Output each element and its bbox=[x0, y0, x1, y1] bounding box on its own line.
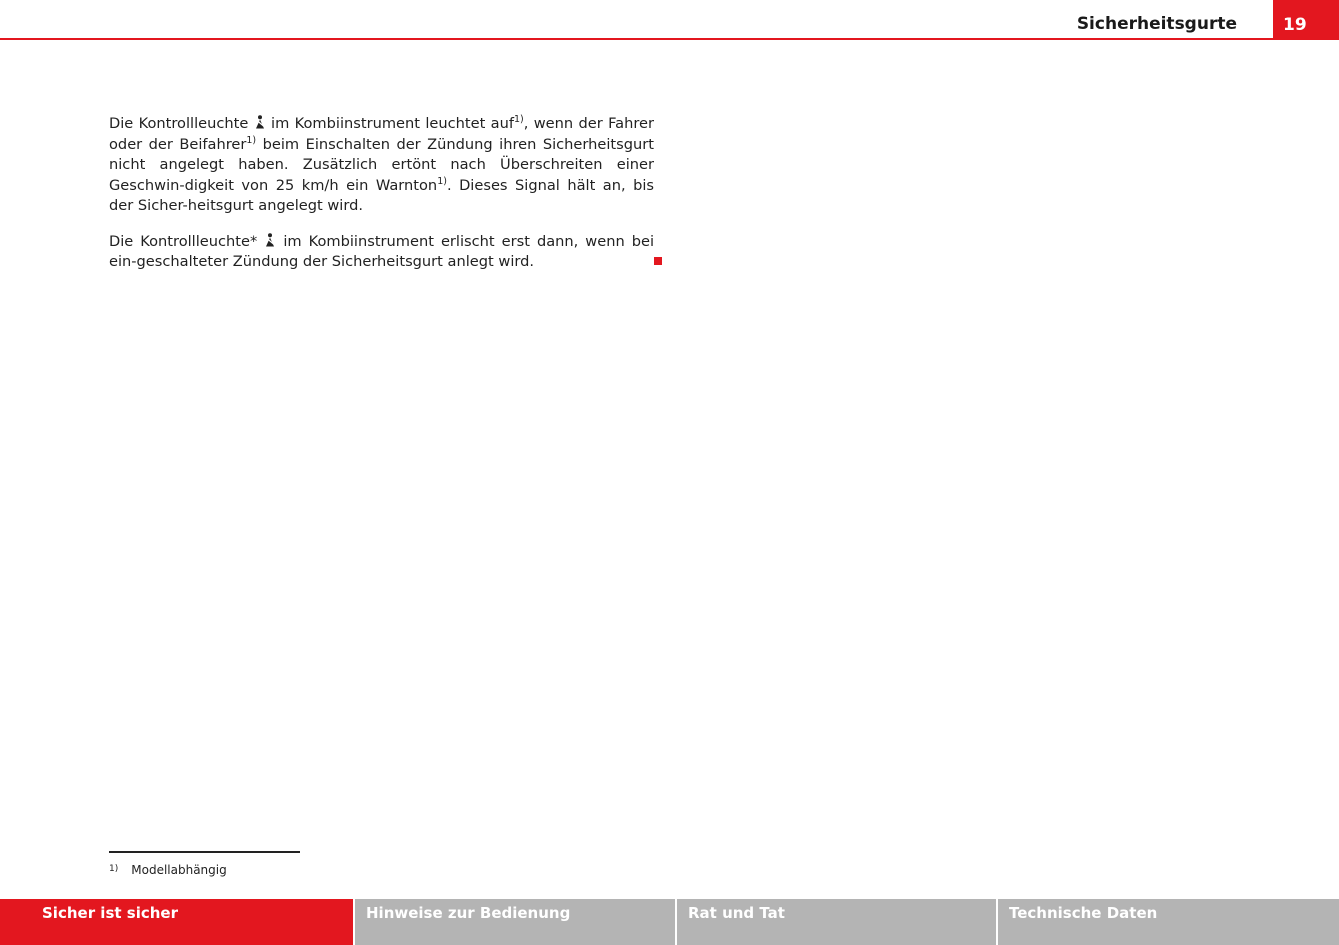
tab-sicher-ist-sicher[interactable]: Sicher ist sicher bbox=[0, 899, 353, 945]
p1-text-5: . Dieses Signal hält an, bis der Sicher-heitsgurt angelegt wird. bbox=[109, 176, 655, 214]
footnote-ref: 1) bbox=[437, 175, 447, 187]
footnote-ref: 1) bbox=[246, 134, 257, 146]
paragraph-2 bbox=[109, 232, 654, 273]
p1-text-1: Die Kontrollleuchte bbox=[109, 115, 249, 132]
footnote-marker: 1) bbox=[109, 864, 119, 874]
p2-text-1: Die Kontrollleuchte* bbox=[109, 232, 258, 250]
footnote-rule bbox=[109, 851, 300, 853]
footnote bbox=[109, 863, 227, 877]
page-number: 19 bbox=[1283, 15, 1307, 35]
footnote-text: Modellabhängig bbox=[131, 863, 227, 877]
section-title: Sicherheitsgurte bbox=[1076, 14, 1237, 34]
seatbelt-warning-icon bbox=[254, 115, 266, 130]
page-number-box bbox=[1273, 0, 1339, 40]
footnote-ref: 1) bbox=[514, 114, 524, 125]
tab-technische-daten[interactable]: Technische Daten bbox=[998, 899, 1339, 945]
p1-text-2: im Kombiinstrument leuchtet auf bbox=[271, 115, 514, 132]
seatbelt-warning-icon bbox=[264, 233, 276, 248]
body-text bbox=[109, 114, 654, 288]
p1-text-4: beim Einschalten der Zündung ihren Sicherheitsgurt nicht angelegt haben. Zusätzlich ertönt nach Überschreiten einer Geschwin-digkeit von 25 km/h ein Warnton bbox=[109, 135, 654, 194]
header-rule bbox=[0, 38, 1339, 40]
tab-rat-und-tat[interactable]: Rat und Tat bbox=[677, 899, 996, 945]
p2-text-2: im Kombiinstrument erlischt erst dann, wenn bei ein-geschalteter Zündung der Sicherheitsgurt anlegt wird. bbox=[109, 232, 655, 270]
tab-hinweise-zur-bedienung[interactable]: Hinweise zur Bedienung bbox=[355, 899, 675, 945]
section-end-marker bbox=[654, 257, 662, 265]
paragraph-1 bbox=[109, 114, 654, 217]
p1-text-3: , wenn der Fahrer oder der Beifahrer bbox=[109, 115, 654, 153]
